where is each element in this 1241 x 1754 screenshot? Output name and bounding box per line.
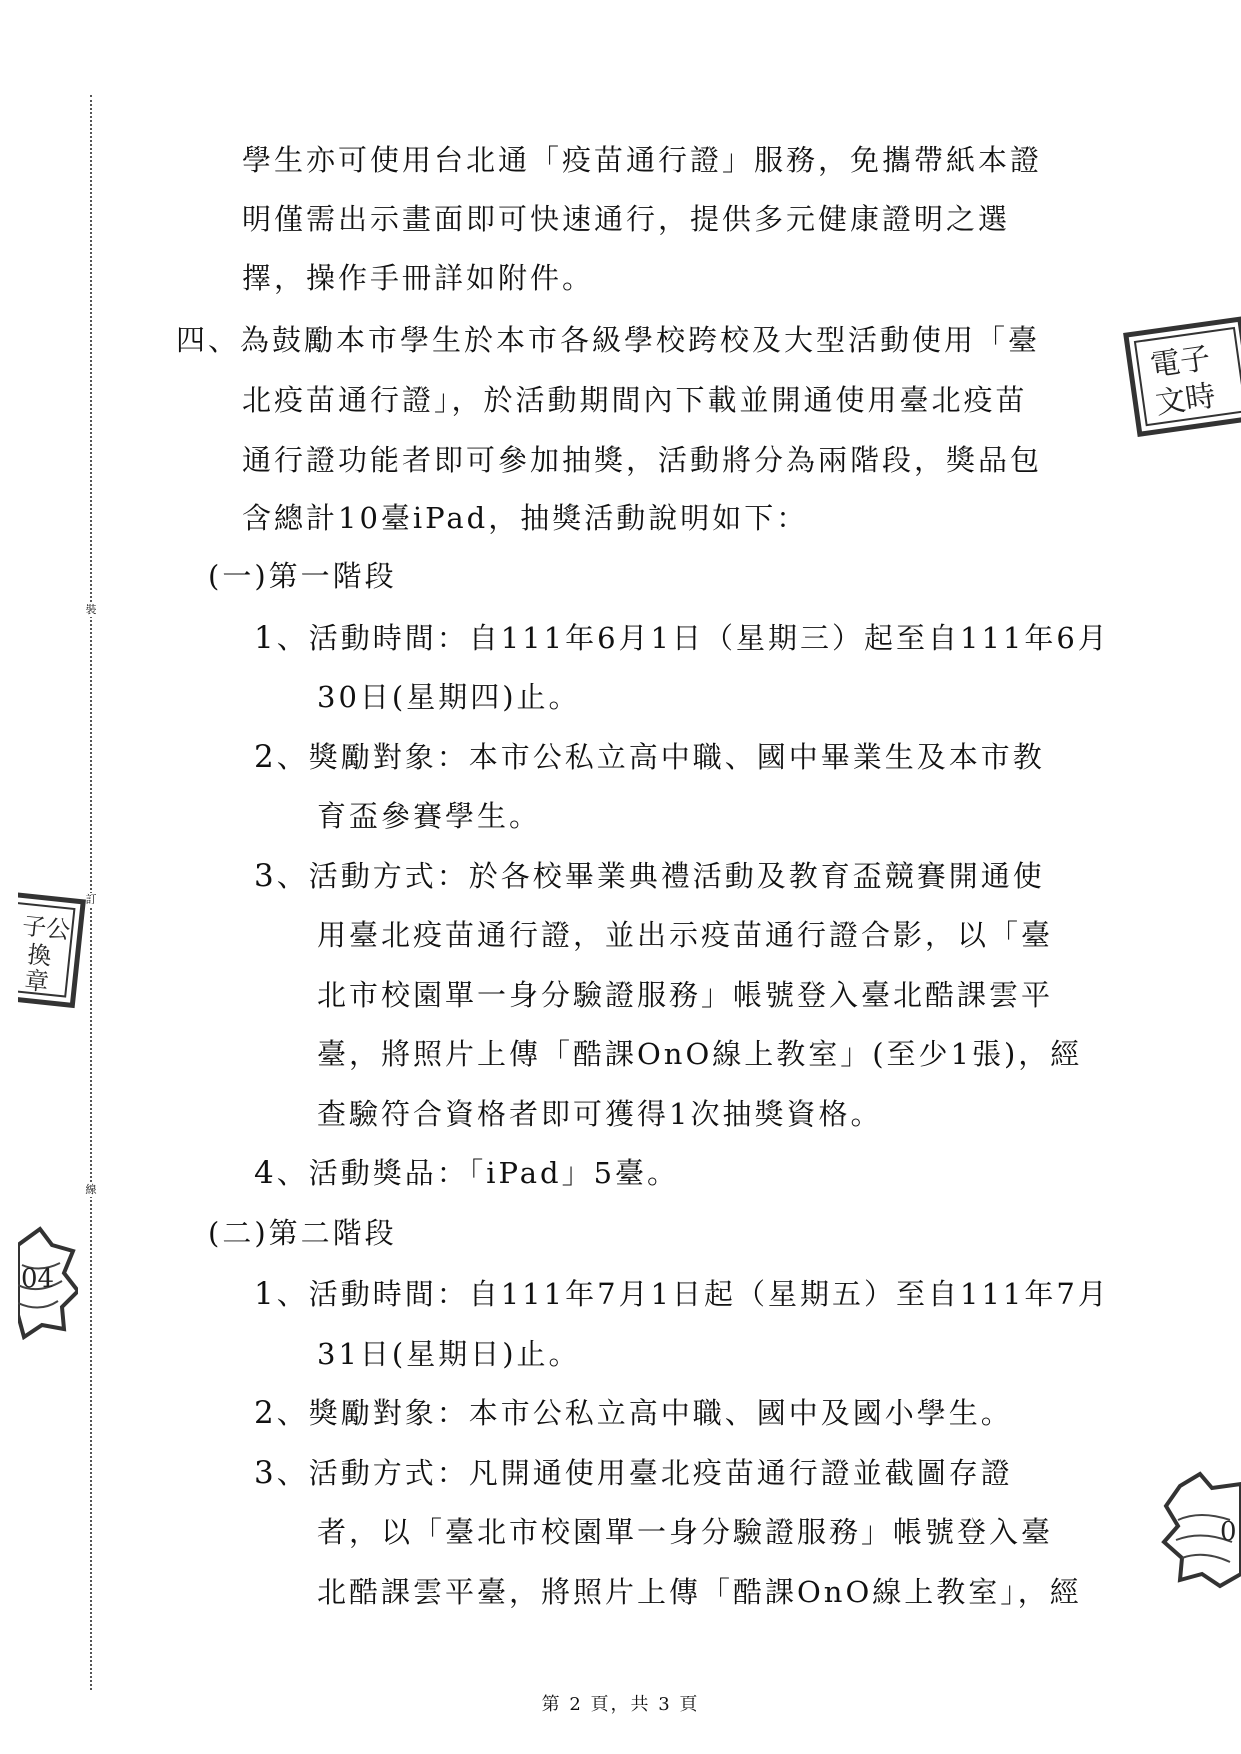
item-text: 、活動方式：凡開通使用臺北疫苗通行證並截圖存證 [276,1456,1013,1490]
body-line-10: 30日(星期四)止。 [317,680,581,714]
item-number: 1 [254,1276,277,1312]
body-line-17: 查驗符合資格者即可獲得1次抽獎資格。 [317,1097,883,1131]
stage-one-item-4 [254,1153,679,1193]
item-text: 、活動方式：於各校畢業典禮活動及教育盃競賽開通使 [276,859,1045,893]
body-line-21: 31日(星期日)止。 [317,1337,581,1371]
svg-text:04: 04 [21,1264,55,1294]
item-number: 3 [254,1455,277,1491]
stage-one-item-1 [254,618,1110,658]
stage-one-item-3 [254,856,1045,896]
item-text: 、活動時間：自111年7月1日起（星期五）至自111年7月 [276,1277,1110,1311]
body-line-7: 含總計10臺iPad，抽獎活動說明如下： [242,501,809,535]
date-seal-right [1160,1470,1241,1590]
svg-text:電子: 電子 [1148,340,1213,384]
stage-two-heading: (二)第二階段 [208,1216,397,1250]
body-line-2: 明僅需出示畫面即可快速通行，提供多元健康證明之選 [242,202,1011,236]
svg-text:換: 換 [25,940,53,971]
item-number: 1 [254,620,277,656]
page-number-footer: 第 2 頁，共 3 頁 [541,1694,700,1715]
item-number: 2 [254,1395,277,1431]
margin-mark-zhuang: 裝 [85,603,97,616]
section-four-heading: 四、為鼓勵本市學生於本市各級學校跨校及大型活動使用「臺 [176,323,1041,357]
item-number: 2 [254,739,277,775]
item-number: 4 [254,1155,277,1191]
stage-one-item-2 [254,737,1045,777]
body-line-25: 北酷課雲平臺，將照片上傳「酷課OnO線上教室」，經 [317,1575,1082,1609]
svg-text:子公: 子公 [20,911,72,945]
item-text: 、獎勵對象：本市公私立高中職、國中及國小學生。 [276,1396,1013,1430]
margin-mark-xian: 線 [85,1183,97,1196]
item-text: 、活動時間：自111年6月1日（星期三）起至自111年6月 [276,621,1110,655]
body-line-3: 擇，操作手冊詳如附件。 [242,261,595,295]
body-line-16: 臺，將照片上傳「酷課OnO線上教室」(至少1張)，經 [317,1037,1083,1071]
body-line-6: 通行證功能者即可參加抽獎，活動將分為兩階段，獎品包 [242,443,1043,477]
item-text: 、活動獎品：「iPad」5臺。 [276,1156,680,1190]
svg-text:文時: 文時 [1153,378,1218,422]
item-number: 3 [254,858,277,894]
item-text: 、獎勵對象：本市公私立高中職、國中畢業生及本市教 [276,740,1045,774]
body-line-5: 北疫苗通行證」，於活動期間內下載並開通使用臺北疫苗 [242,383,1028,417]
body-line-14: 用臺北疫苗通行證，並出示疫苗通行證合影，以「臺 [317,918,1054,952]
stage-one-heading: (一)第一階段 [208,559,397,593]
svg-text:章: 章 [23,966,51,997]
margin-mark-ding: 訂 [85,893,97,906]
date-seal-left [18,1225,78,1340]
stage-two-item-1 [254,1274,1110,1314]
stage-two-item-3 [254,1453,1013,1493]
stage-two-item-2 [254,1393,1013,1433]
body-line-24: 者，以「臺北市校園單一身分驗證服務」帳號登入臺 [317,1515,1054,1549]
body-line-1: 學生亦可使用台北通「疫苗通行證」服務，免攜帶紙本證 [242,143,1043,177]
body-line-12: 育盃參賽學生。 [317,799,542,833]
electronic-exchange-seal-top-right [1120,310,1241,440]
electronic-exchange-seal-left [18,885,88,1015]
body-line-15: 北市校園單一身分驗證服務」帳號登入臺北酷課雲平 [317,978,1054,1012]
svg-text:0: 0 [1220,1517,1237,1547]
